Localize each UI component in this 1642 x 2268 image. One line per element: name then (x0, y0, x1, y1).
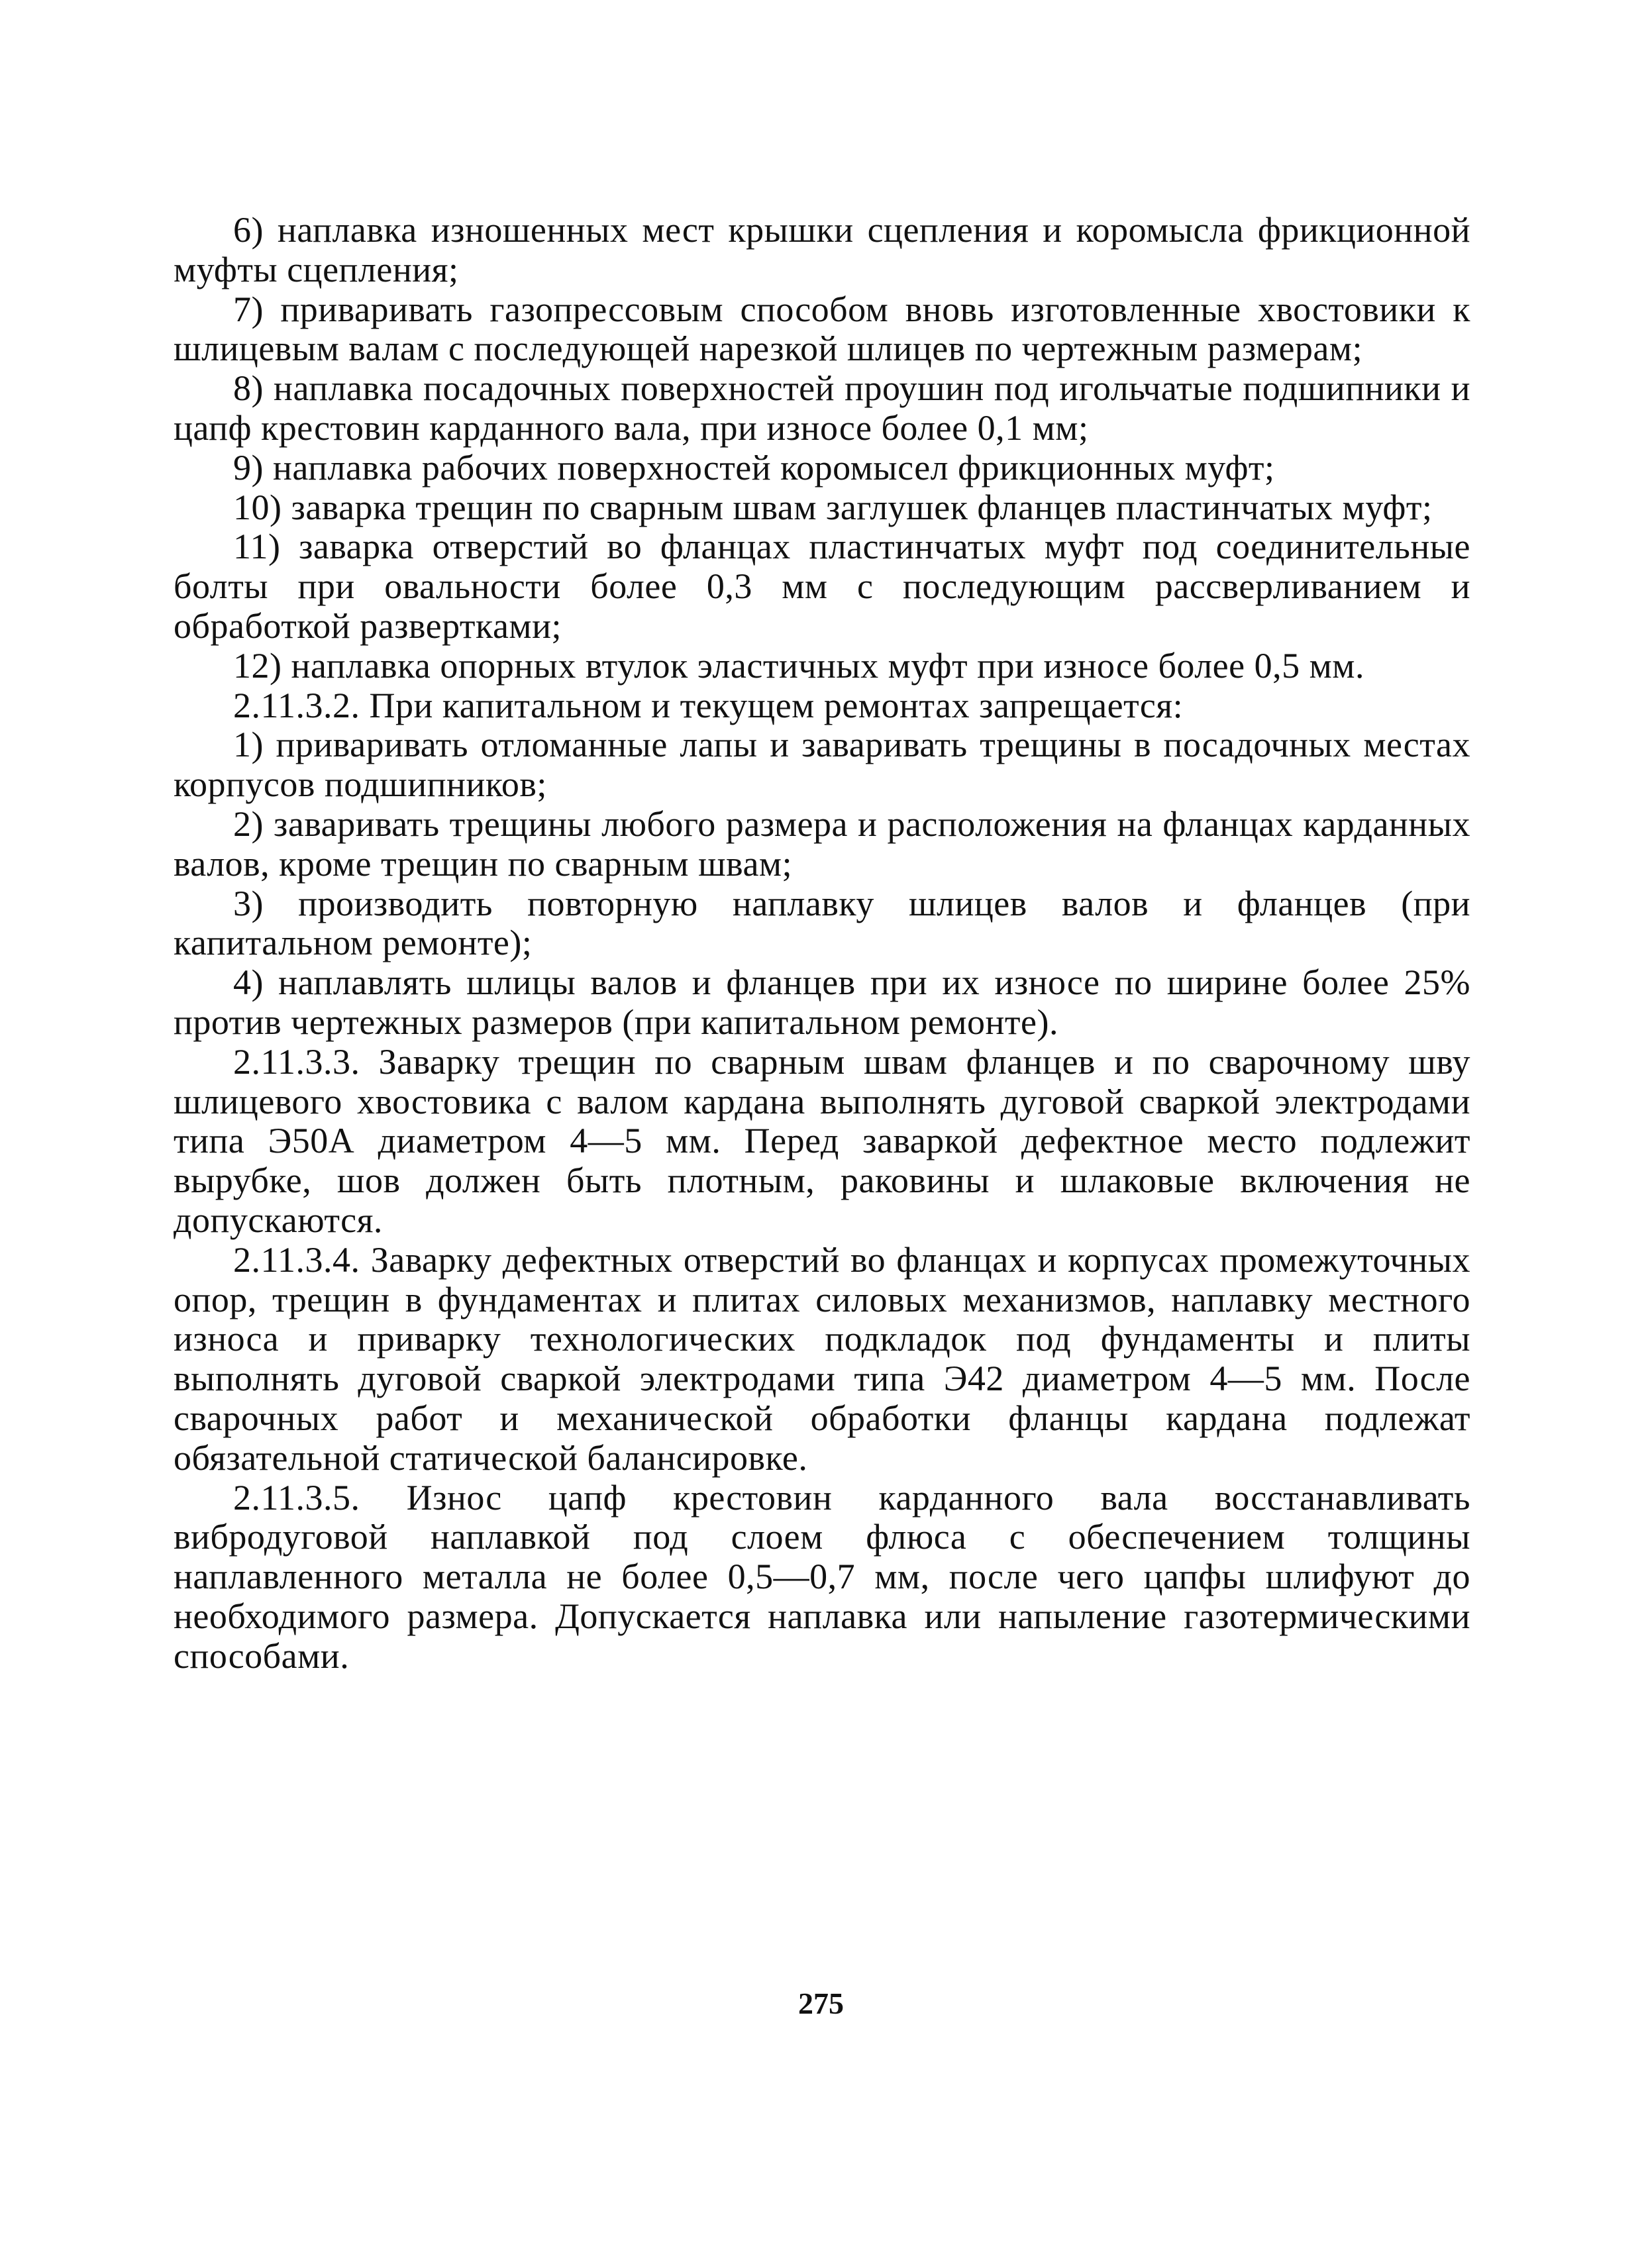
prohibited-item-1: 1) приваривать отломанные лапы и заваривать трещины в посадочных местах корпусов подшипников; (174, 725, 1470, 805)
prohibited-item-2: 2) заваривать трещины любого размера и расположения на фланцах карданных валов, кроме трещин по сварным швам; (174, 803, 1470, 884)
prohibited-item-3: 3) производить повторную наплавку шлицев валов и фланцев (при капитальном ремонте); (174, 883, 1470, 963)
section-2-11-3-3: 2.11.3.3. Заварку трещин по сварным швам фланцев и по сварочному шву шлицевого хвостовика с валом кардана выполнять дуговой сваркой электродами типа Э50А диаметром 4—5 мм. Перед заваркой дефектное место подлежит вырубке, шов должен быть плотным, раковины и шлаковые включения не допускаются. (174, 1041, 1470, 1240)
page-number: 275 (798, 1986, 844, 2020)
list-item-9: 9) наплавка рабочих поверхностей коромысел фрикционных муфт; (233, 447, 1275, 488)
section-2-11-3-2: 2.11.3.2. При капитальном и текущем ремонтах запрещается: (233, 685, 1184, 725)
section-2-11-3-4: 2.11.3.4. Заварку дефектных отверстий во фланцах и корпусах промежуточных опор, трещин в фундаментах и плитах силовых механизмов, наплавку местного износа и приварку технологических подкладок под фундаменты и плиты выполнять дуговой сваркой электродами типа Э42 диаметром 4—5 мм. После сварочных работ и механической обработки фланцы кардана подлежат обязательной статической балансировке. (174, 1239, 1470, 1478)
list-item-10: 10) заварка трещин по сварным швам заглушек фланцев пластинчатых муфт; (233, 487, 1433, 527)
page-body (174, 211, 1470, 1676)
list-item-8: 8) наплавка посадочных поверхностей проушин под игольчатые подшипники и цапф крестовин карданного вала, при износе более 0,1 мм; (174, 368, 1470, 448)
list-item-12: 12) наплавка опорных втулок эластичных муфт при износе более 0,5 мм. (233, 645, 1364, 686)
list-item-7: 7) приваривать газопрессовым способом вновь изготовленные хвостовики к шлицевым валам с последующей нарезкой шлицев по чертежным размерам; (174, 289, 1470, 369)
list-item-6: 6) наплавка изношенных мест крышки сцепления и коромысла фрикционной муфты сцепления; (174, 210, 1470, 289)
list-item-11: 11) заварка отверстий во фланцах пластинчатых муфт под соединительные болты при овальности более 0,3 мм с последующим рассверливанием и обработкой развертками; (174, 527, 1470, 646)
prohibited-item-4: 4) наплавлять шлицы валов и фланцев при их износе по ширине более 25% против чертежных размеров (при капитальном ремонте). (174, 962, 1470, 1042)
section-2-11-3-5: 2.11.3.5. Износ цапф крестовин карданного вала восстанавливать вибродуговой наплавкой под слоем флюса с обеспечением толщины наплавленного металла не более 0,5—0,7 мм, после чего цапфы шлифуют до необходимого размера. Допускается наплавка или напыление газотермическими способами. (174, 1477, 1470, 1676)
